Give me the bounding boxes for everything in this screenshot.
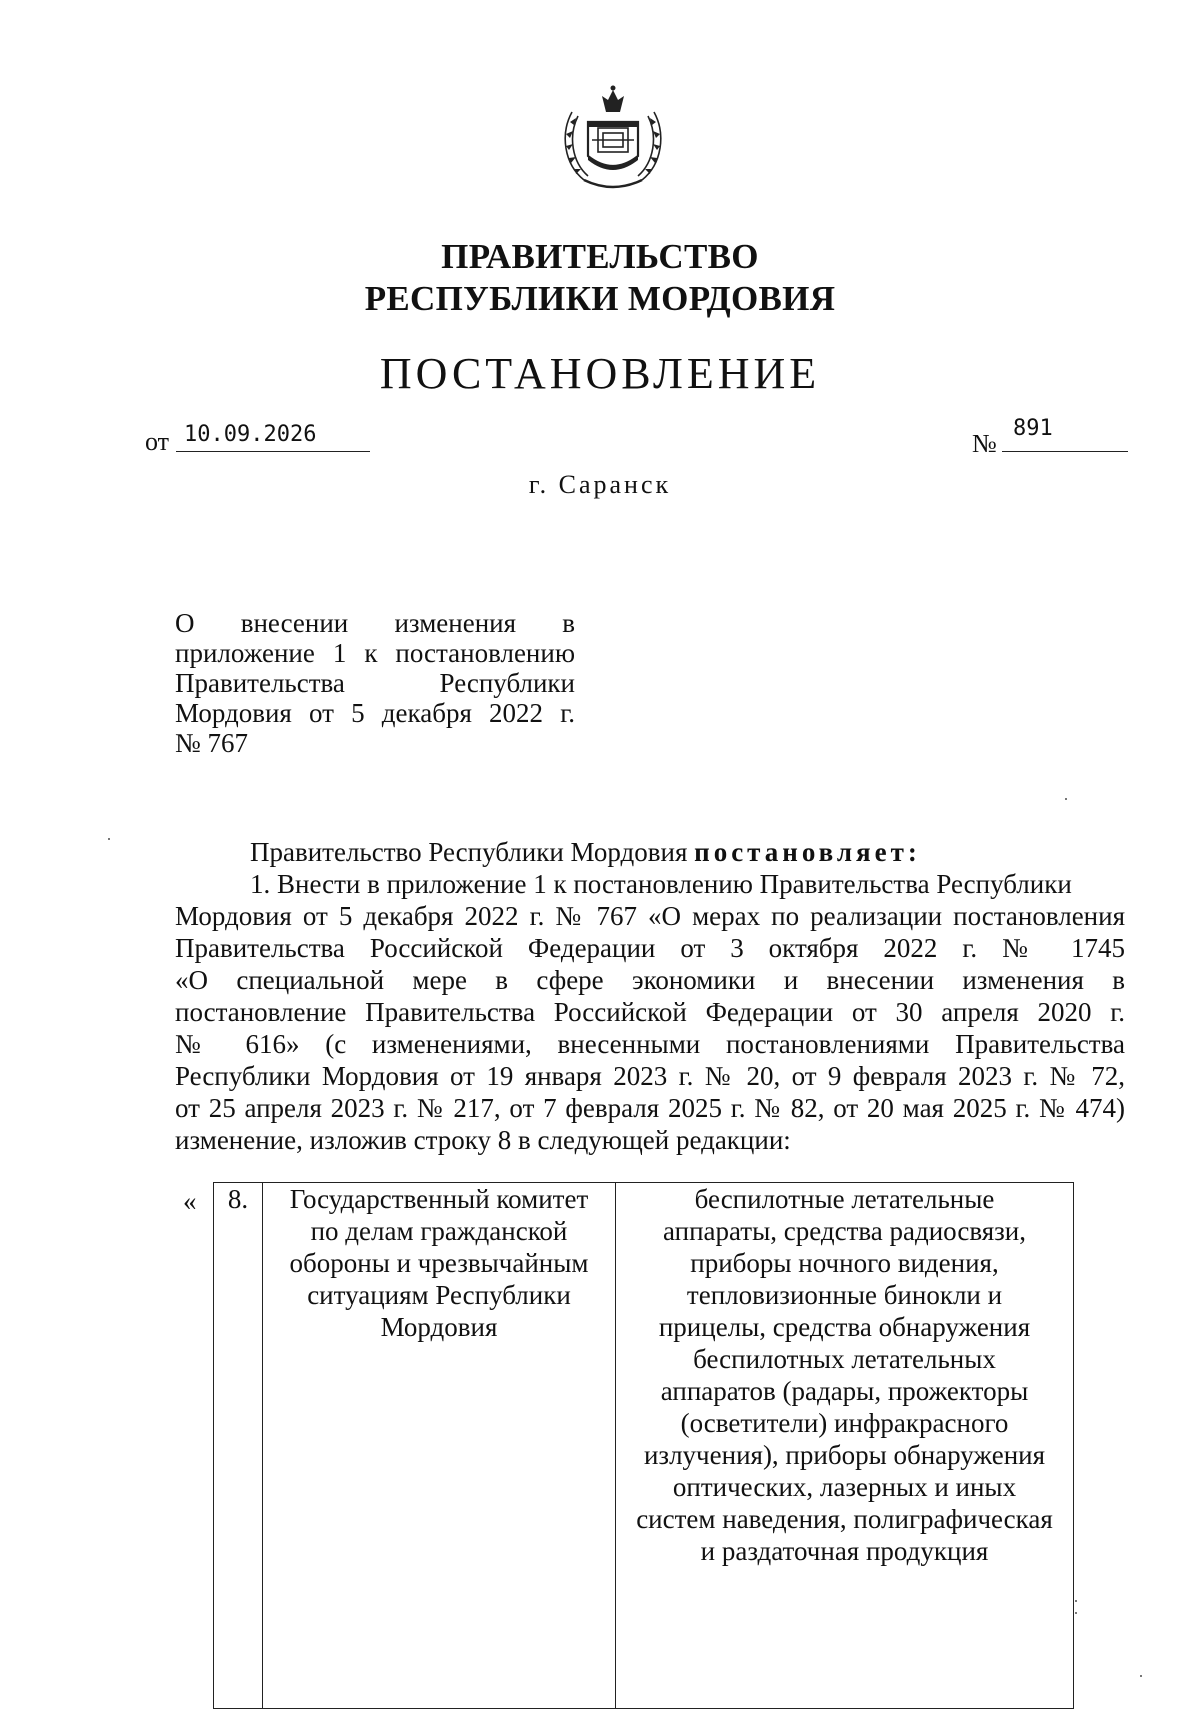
date-underline xyxy=(176,451,370,452)
goods-line: и раздаточная продукция xyxy=(700,1536,989,1566)
coat-of-arms-emblem xyxy=(558,82,668,194)
paragraph-1 xyxy=(175,868,1125,1156)
organization-name-line1: ПРАВИТЕЛЬСТВО xyxy=(441,237,759,276)
date-value: 10.09.2026 xyxy=(184,422,317,447)
number-underline xyxy=(1002,451,1128,452)
scan-speck xyxy=(1075,1600,1077,1602)
table-row xyxy=(214,1183,1074,1709)
paragraph-line: Мордовия от 5 декабря 2022 г. № 767 «О мерах по реализации постановления xyxy=(175,901,1125,931)
authority-cell xyxy=(263,1183,616,1709)
scan-speck xyxy=(1140,1675,1142,1677)
subject-line: Правительства Республики xyxy=(175,668,575,698)
paragraph-line: изменение, изложив строку 8 в следующей редакции: xyxy=(175,1125,791,1155)
city-name: г. Саранск xyxy=(528,470,672,499)
amendment-table xyxy=(213,1182,1074,1709)
subject-block xyxy=(175,608,575,758)
goods-line: прицелы, средства обнаружения xyxy=(658,1312,1031,1342)
row-number-cell xyxy=(214,1183,263,1709)
opening-quote-mark: « xyxy=(183,1186,197,1216)
subject-line: приложение 1 к постановлению xyxy=(175,638,575,668)
goods-line: систем наведения, полиграфическая xyxy=(636,1504,1053,1534)
goods-line: беспилотных летательных xyxy=(693,1344,996,1374)
goods-line: приборы ночного видения, xyxy=(690,1248,999,1278)
subject-line: Мордовия от 5 декабря 2022 г. xyxy=(175,698,575,728)
scan-speck xyxy=(1065,798,1067,800)
paragraph-line: Республики Мордовия от 19 января 2023 г. № 20, от 9 февраля 2023 г. № 72, xyxy=(175,1061,1125,1091)
paragraph-line: № 616» (с изменениями, внесенными постановлениями Правительства xyxy=(175,1029,1125,1059)
goods-line: оптических, лазерных и иных xyxy=(672,1472,1017,1502)
goods-line: тепловизионные бинокли и xyxy=(686,1280,1003,1310)
row-number: 8. xyxy=(227,1184,249,1214)
preamble xyxy=(250,836,921,868)
preamble-text: Правительство Республики Мордовия xyxy=(250,837,688,867)
decree-word: постановляет: xyxy=(694,837,921,867)
number-prefix: № xyxy=(972,429,997,458)
goods-line: беспилотные летательные xyxy=(694,1184,995,1214)
paragraph-line: 1. Внести в приложение 1 к постановлению Правительства Республики xyxy=(250,869,1072,899)
scan-speck xyxy=(1075,1612,1077,1614)
organization-name-line2: РЕСПУБЛИКИ МОРДОВИЯ xyxy=(364,279,836,318)
paragraph-line: Правительства Российской Федерации от 3 октября 2022 г. № 1745 xyxy=(175,933,1125,963)
subject-line: О внесении изменения в xyxy=(175,608,575,638)
goods-cell xyxy=(616,1183,1074,1709)
goods-line: (осветители) инфракрасного xyxy=(680,1408,1009,1438)
authority-line: Государственный комитет xyxy=(289,1184,589,1214)
paragraph-line: от 25 апреля 2023 г. № 217, от 7 февраля 2025 г. № 82, от 20 мая 2025 г. № 474) xyxy=(175,1093,1125,1123)
goods-line: излучения), приборы обнаружения xyxy=(643,1440,1046,1470)
authority-line: ситуациям Республики xyxy=(307,1280,571,1310)
authority-line: по делам гражданской xyxy=(310,1216,568,1246)
number-value: 891 xyxy=(1013,416,1053,441)
date-prefix: от xyxy=(145,427,170,456)
paragraph-line: постановление Правительства Российской Федерации от 30 апреля 2020 г. xyxy=(175,997,1125,1027)
goods-line: аппаратов (радары, прожекторы xyxy=(660,1376,1029,1406)
scan-speck xyxy=(108,838,110,840)
authority-line: обороны и чрезвычайным xyxy=(289,1248,589,1278)
paragraph-line: «О специальной мере в сфере экономики и внесении изменения в xyxy=(175,965,1125,995)
authority-line: Мордовия xyxy=(380,1312,498,1342)
goods-line: аппараты, средства радиосвязи, xyxy=(663,1216,1026,1246)
document-type-title: ПОСТАНОВЛЕНИЕ xyxy=(379,349,821,398)
subject-line: № 767 xyxy=(175,728,249,758)
